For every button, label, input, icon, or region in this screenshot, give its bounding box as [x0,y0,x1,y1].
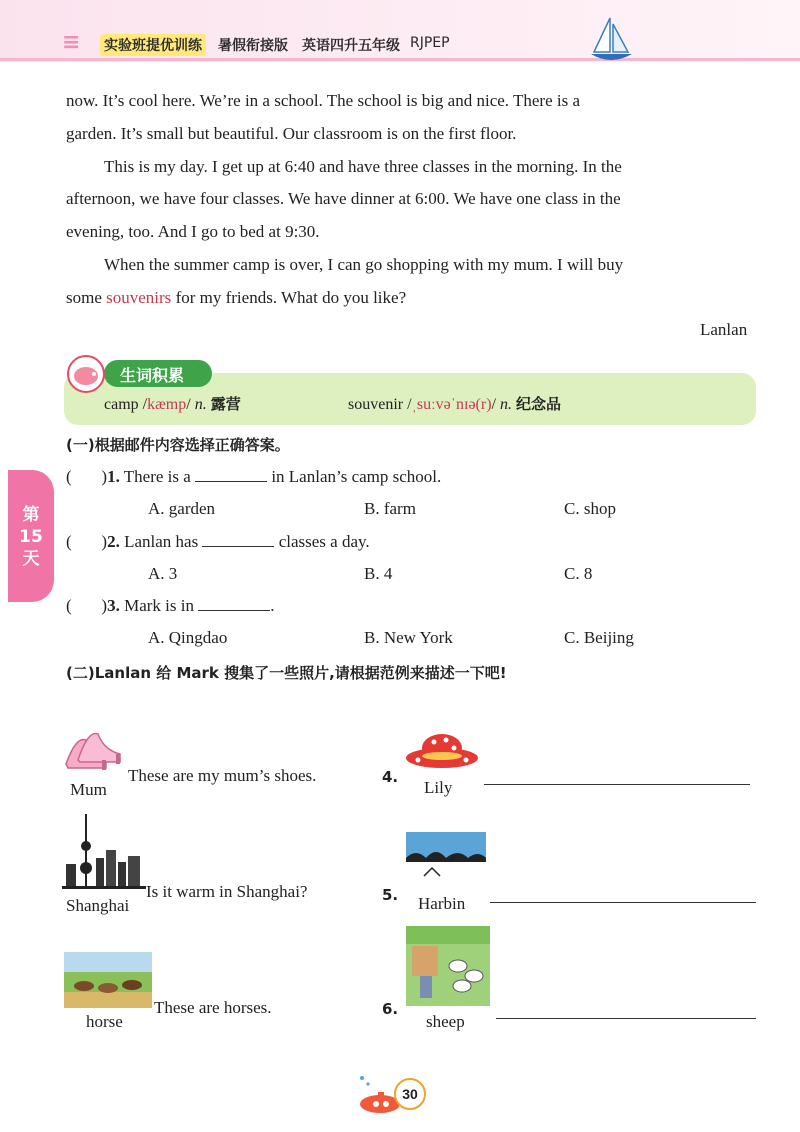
vocab-word: souvenir [348,396,404,413]
horses-image [64,952,152,1008]
example-sentence: These are horses. [154,998,272,1017]
vocab-entry-camp: camp /kæmp/ n. 露营 [104,395,241,413]
passage-line: evening, too. And I go to bed at 9:30. [66,222,320,241]
hat-image [404,728,480,772]
passage-line-last [66,281,758,314]
chinese-meaning: 露营 [210,395,241,413]
option-c[interactable]: C. 8 [564,564,593,583]
series-title: 实验班提优训练 [100,34,206,56]
passage-line: This is my day. I get up at 6:40 and have three classes in the morning. In the [104,157,622,176]
task-label: sheep [426,1012,465,1031]
task-label: Lily [424,778,453,797]
harbin-snow-image [406,832,486,880]
task-number: 5. [382,886,399,904]
vocab-entry-souvenir: souvenir /ˌsuːvəˈnɪə(r)/ n. 纪念品 [348,395,561,413]
phonetic: ˌsuːvəˈnɪə(r) [411,396,492,413]
question-text: . [270,596,275,615]
question-3 [66,596,274,616]
piggy-bank-icon [64,354,108,394]
edition-code: RJPEP [410,35,450,51]
option-a[interactable]: A. Qingdao [148,628,228,647]
question-number: 3. [107,596,120,615]
fill-blank[interactable] [195,467,267,482]
vocab-word: camp [104,396,139,413]
passage-line: now. It’s cool here. We’re in a school. The school is big and nice. There is a [66,91,581,110]
question-1 [66,467,441,487]
fill-blank[interactable] [198,596,270,611]
header-decoration: ≡ [62,30,81,55]
option-a[interactable]: A. garden [148,499,216,518]
option-b[interactable]: B. farm [364,499,416,518]
highlight-word: souvenirs [106,288,172,307]
shoes-image [62,726,124,774]
example-sentence: Is it warm in Shanghai? [146,882,308,901]
phonetic: kæmp [147,396,187,413]
passage-text: some [66,288,102,307]
sheep-farm-image [406,926,490,1006]
passage-line: garden. It’s small but beautiful. Our classroom is on the first floor. [66,124,517,143]
answer-line[interactable] [490,902,756,903]
question-number: 1. [107,467,120,486]
question-text: Mark is in [124,596,194,615]
answer-bracket[interactable]: ( ) [66,596,108,615]
chinese-meaning: 纪念品 [515,395,561,413]
shanghai-skyline-image [62,810,146,890]
question-text: in Lanlan’s camp school. [271,467,442,486]
option-c[interactable]: C. shop [564,499,616,518]
passage-line: afternoon, we have four classes. We have dinner at 6:00. We have one class in the [66,189,621,208]
question-text: Lanlan has [124,532,199,551]
example-label: Mum [70,780,107,799]
option-b[interactable]: B. 4 [364,564,393,583]
section-2-title: (二)Lanlan 给 Mark 搜集了一些照片,请根据范例来描述一下吧! [66,664,507,682]
day-label: 第 15 天 [19,505,43,569]
passage-text: for my friends. What do you like? [175,288,407,307]
task-label: Harbin [418,894,466,913]
section-1-title: (一)根据邮件内容选择正确答案。 [66,436,290,454]
example-label: Shanghai [66,896,130,915]
part-of-speech: n. [194,396,207,413]
task-number: 6. [382,1000,399,1018]
option-b[interactable]: B. New York [364,628,453,647]
answer-bracket[interactable]: ( ) [66,467,108,486]
answer-bracket[interactable]: ( ) [66,532,108,551]
task-number: 4. [382,768,399,786]
example-sentence: These are my mum’s shoes. [128,766,317,785]
sailboat-icon [588,14,634,66]
part-of-speech: n. [499,396,512,413]
header-divider [0,58,800,61]
vocab-title: 生词积累 [120,366,185,385]
edition-label: 暑假衔接版 [218,38,288,54]
question-number: 2. [107,532,120,551]
passage-line: When the summer camp is over, I can go shopping with my mum. I will buy [104,255,624,274]
question-text: classes a day. [278,532,370,551]
question-text: There is a [123,467,191,486]
signature: Lanlan [700,320,748,339]
question-2 [66,532,370,552]
example-label: horse [86,1012,123,1031]
answer-line[interactable] [484,784,750,785]
fill-blank[interactable] [202,532,274,547]
option-a[interactable]: A. 3 [148,564,178,583]
option-c[interactable]: C. Beijing [564,628,634,647]
answer-line[interactable] [496,1018,756,1019]
subject-label: 英语四升五年级 [302,38,400,54]
page-number: 30 [394,1078,426,1110]
